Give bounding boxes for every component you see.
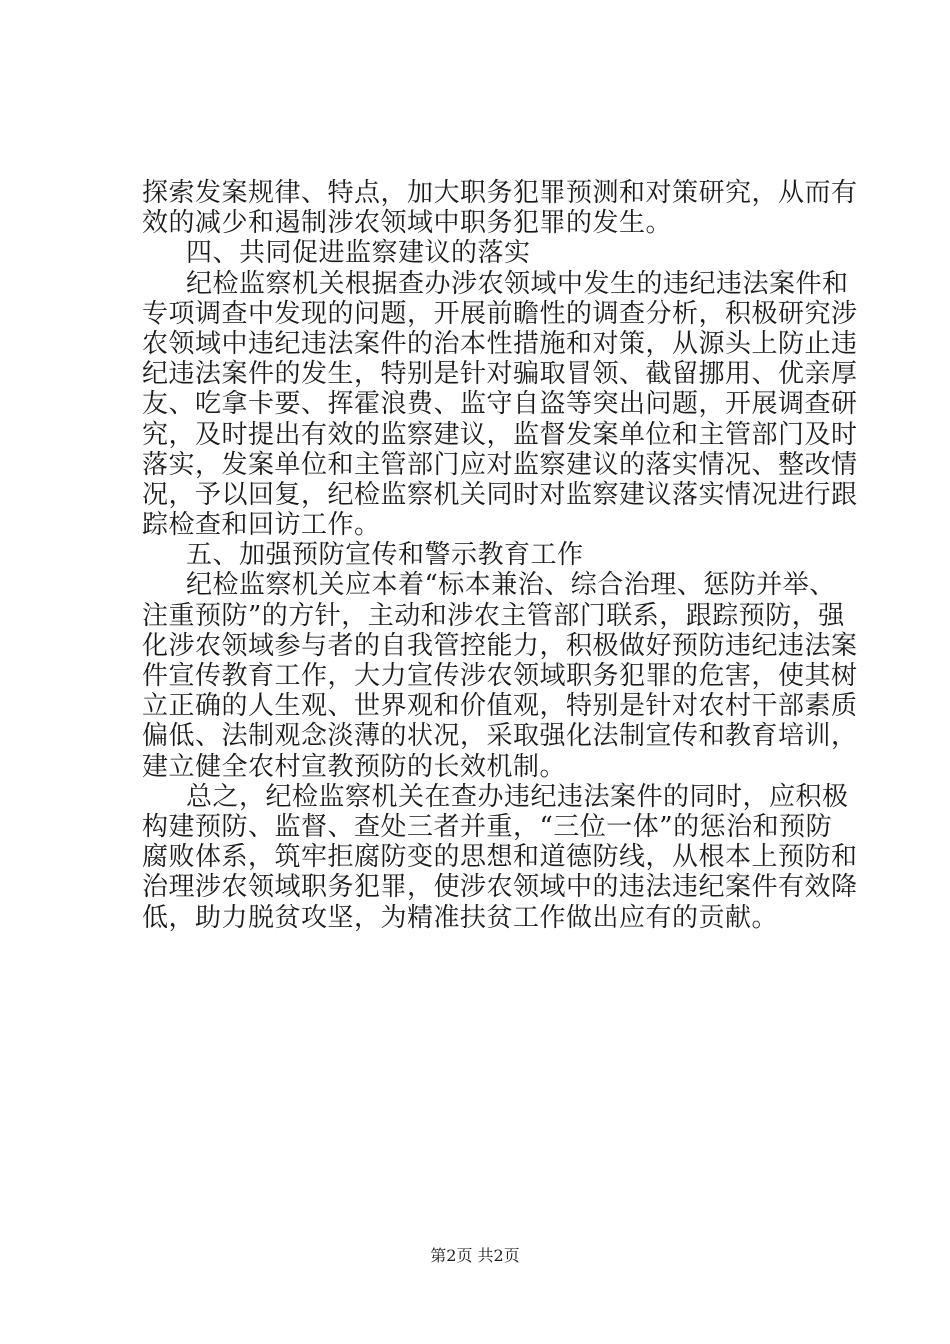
- text-line: 纪违法案件的发生，特别是针对骗取冒领、截留挪用、优亲厚: [142, 359, 858, 390]
- text-line: 总之，纪检监察机关在查办违纪违法案件的同时，应积极: [186, 781, 849, 812]
- document-body: [142, 178, 858, 933]
- paragraph: [142, 570, 858, 782]
- text-line: 低，助力脱贫攻坚，为精准扶贫工作做出应有的贡献。: [142, 902, 779, 933]
- text-line: 农领域中违纪违法案件的治本性措施和对策，从源头上防止违: [142, 328, 858, 359]
- text-line: 治理涉农领域职务犯罪，使涉农领域中的违法违纪案件有效降: [142, 872, 858, 903]
- text-line: 效的减少和遏制涉农领域中职务犯罪的发生。: [142, 208, 673, 239]
- text-line: 踪检查和回访工作。: [142, 510, 381, 541]
- text-line: 立正确的人生观、世界观和价值观，特别是针对农村干部素质: [142, 691, 858, 722]
- text-line: 化涉农领域参与者的自我管控能力，积极做好预防违纪违法案: [142, 630, 858, 661]
- paragraph: [142, 178, 858, 239]
- text-line: 纪检监察机关根据查办涉农领域中发生的违纪违法案件和: [186, 268, 849, 299]
- paragraph: [142, 268, 858, 541]
- text-line: 注重预防”的方针，主动和涉农主管部门联系，跟踪预防，强: [142, 600, 845, 631]
- text-line: 偏低、法制观念淡薄的状况，采取强化法制宣传和教育培训，: [142, 721, 858, 752]
- text-line: 纪检监察机关应本着“标本兼治、综合治理、惩防并举、: [186, 570, 836, 601]
- text-line: 落实，发案单位和主管部门应对监察建议的落实情况、整改情: [142, 449, 858, 480]
- heading-text: 五、加强预防宣传和警示教育工作: [186, 540, 584, 571]
- paragraph: [142, 781, 858, 933]
- text-line: 构建预防、监督、查处三者并重，“三位一体”的惩治和预防: [142, 811, 833, 842]
- text-line: 况，予以回复，纪检监察机关同时对监察建议落实情况进行跟: [142, 479, 858, 510]
- section-heading: [142, 238, 815, 268]
- text-line: 腐败体系，筑牢拒腐防变的思想和道德防线，从根本上预防和: [142, 842, 858, 873]
- text-line: 专项调查中发现的问题，开展前瞻性的调查分析，积极研究涉: [142, 298, 858, 329]
- section-heading: [142, 540, 815, 570]
- text-line: 建立健全农村宣教预防的长效机制。: [142, 751, 567, 782]
- page-number: 第2页 共2页: [430, 1246, 520, 1265]
- text-line: 件宣传教育工作，大力宣传涉农领域职务犯罪的危害，使其树: [142, 661, 858, 691]
- text-line: 究，及时提出有效的监察建议，监督发案单位和主管部门及时: [142, 419, 858, 450]
- text-line: 探索发案规律、特点，加大职务犯罪预测和对策研究，从而有: [142, 178, 858, 208]
- text-line: 友、吃拿卡要、挥霍浪费、监守自盗等突出问题，开展调查研: [142, 389, 858, 420]
- heading-text: 四、共同促进监察建议的落实: [186, 238, 531, 269]
- page-footer: [0, 1243, 950, 1266]
